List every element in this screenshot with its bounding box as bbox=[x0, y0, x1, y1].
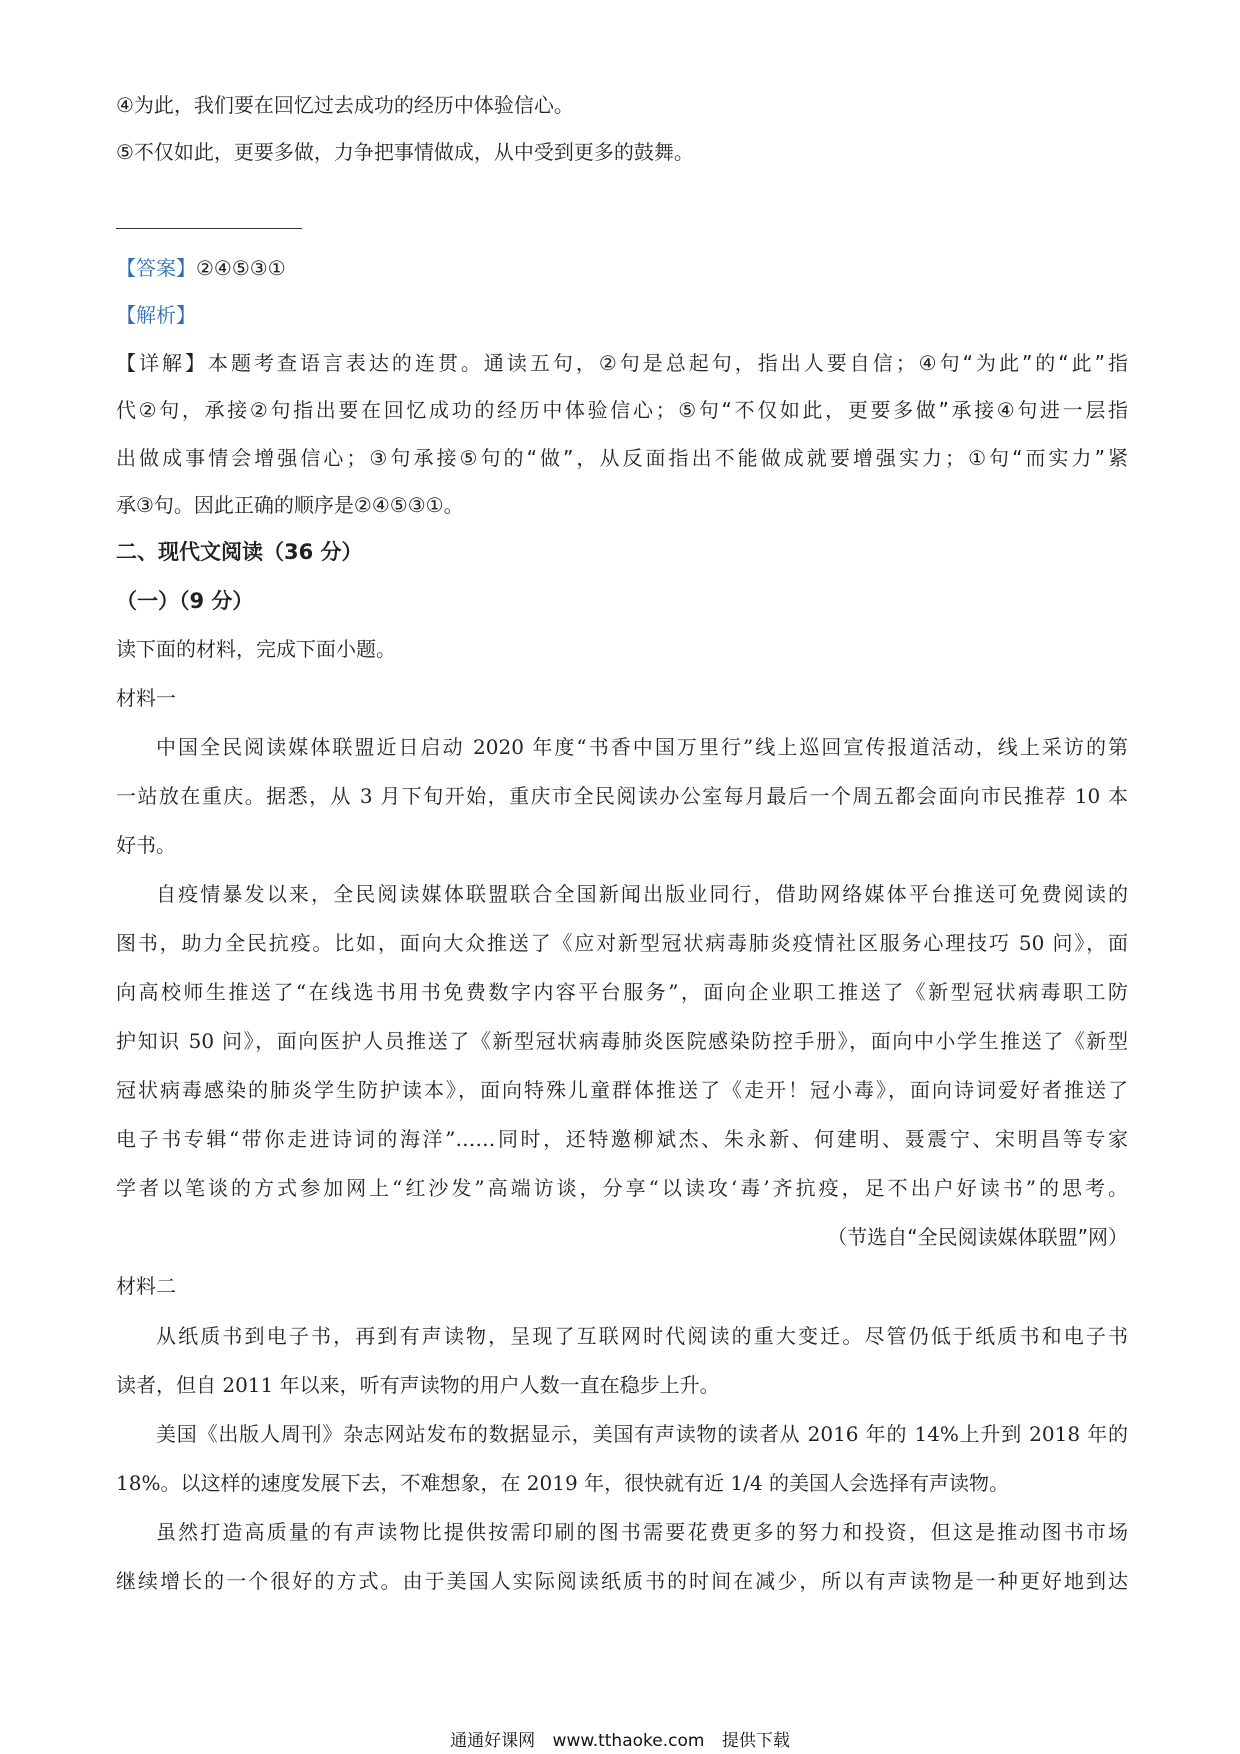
section-title: 二、现代文阅读（36 分） bbox=[116, 540, 363, 564]
detail-line-2: 代②句，承接②句指出要在回忆成功的经历中体验信心；⑤句“不仅如此，更要多做”承接④句进一层指 bbox=[116, 398, 1128, 422]
sentence-4: ④为此，我们要在回忆过去成功的经历中体验信心。 bbox=[116, 93, 574, 117]
sentence-5: ⑤不仅如此，更要多做，力争把事情做成，从中受到更多的鼓舞。 bbox=[116, 140, 694, 164]
m2-p2-line-2: 18%。以这样的速度发展下去，不难想象，在 2019 年，很快就有近 1/4 的美国人会选择有声读物。 bbox=[116, 1471, 1009, 1495]
m1-p2-line-3: 向高校师生推送了“在线选书用书免费数字内容平台服务”，面向企业职工推送了《新型冠状病毒职工防 bbox=[116, 980, 1128, 1004]
footer-site-name: 通通好课网 bbox=[450, 1731, 536, 1751]
footer-url[interactable]: www.tthaoke.com bbox=[552, 1731, 705, 1751]
material-2-label: 材料二 bbox=[116, 1274, 176, 1298]
m2-p2-line-1: 美国《出版人周刊》杂志网站发布的数据显示，美国有声读物的读者从 2016 年的 14%上升到 2018 年的 bbox=[156, 1422, 1128, 1446]
instruction: 读下面的材料，完成下面小题。 bbox=[116, 637, 396, 661]
detail-line-1: 【详解】本题考查语言表达的连贯。通读五句，②句是总起句，指出人要自信；④句“为此”的“此”指 bbox=[116, 351, 1128, 375]
answer-label: 【答案】 bbox=[116, 256, 196, 280]
m2-p1-line-2: 读者，但自 2011 年以来，听有声读物的用户人数一直在稳步上升。 bbox=[116, 1373, 720, 1397]
m1-p2-line-5: 冠状病毒感染的肺炎学生防护读本》，面向特殊儿童群体推送了《走开！冠小毒》，面向诗词爱好者推送了 bbox=[116, 1078, 1128, 1102]
m1-p1-line-1: 中国全民阅读媒体联盟近日启动 2020 年度“书香中国万里行”线上巡回宣传报道活动，线上采访的第 bbox=[156, 735, 1128, 759]
m1-p2-line-4: 护知识 50 问》，面向医护人员推送了《新型冠状病毒肺炎医院感染防控手册》，面向中小学生推送了《新型 bbox=[116, 1029, 1128, 1053]
m1-p1-line-3: 好书。 bbox=[116, 833, 176, 857]
separator-line bbox=[116, 228, 302, 229]
m2-p3-line-2: 继续增长的一个很好的方式。由于美国人实际阅读纸质书的时间在减少，所以有声读物是一种更好地到达 bbox=[116, 1569, 1128, 1593]
analysis-label: 【解析】 bbox=[116, 303, 196, 327]
m2-p1-line-1: 从纸质书到电子书，再到有声读物，呈现了互联网时代阅读的重大变迁。尽管仍低于纸质书和电子书 bbox=[156, 1324, 1128, 1348]
page-footer bbox=[0, 1726, 1240, 1751]
footer-provide: 提供下载 bbox=[721, 1731, 790, 1751]
subsection-title: （一）（9 分） bbox=[116, 589, 254, 613]
m1-p2-line-2: 图书，助力全民抗疫。比如，面向大众推送了《应对新型冠状病毒肺炎疫情社区服务心理技巧 50 问》，面 bbox=[116, 931, 1128, 955]
m1-p1-line-2: 一站放在重庆。据悉，从 3 月下旬开始，重庆市全民阅读办公室每月最后一个周五都会面向市民推荐 10 本 bbox=[116, 784, 1128, 808]
material-1-label: 材料一 bbox=[116, 686, 176, 710]
m1-p2-line-1: 自疫情暴发以来，全民阅读媒体联盟联合全国新闻出版业同行，借助网络媒体平台推送可免费阅读的 bbox=[156, 882, 1128, 906]
detail-line-4: 承③句。因此正确的顺序是②④⑤③①。 bbox=[116, 493, 464, 517]
m1-p2-line-6: 电子书专辑“带你走进诗词的海洋”……同时，还特邀柳斌杰、朱永新、何建明、聂震宁、宋明昌等专家 bbox=[116, 1127, 1128, 1151]
detail-line-3: 出做成事情会增强信心；③句承接⑤句的“做”，从反面指出不能做成就要增强实力；①句“而实力”紧 bbox=[116, 446, 1128, 470]
m2-p3-line-1: 虽然打造高质量的有声读物比提供按需印刷的图书需要花费更多的努力和投资，但这是推动图书市场 bbox=[156, 1520, 1128, 1544]
answer-value: ②④⑤③① bbox=[196, 256, 286, 280]
answer-line bbox=[116, 254, 1128, 282]
m1-p2-line-7: 学者以笔谈的方式参加网上“红沙发”高端访谈，分享“以读攻‘毒’齐抗疫，足不出户好读书”的思考。 bbox=[116, 1176, 1128, 1200]
material-1-source: （节选自“全民阅读媒体联盟”网） bbox=[827, 1225, 1128, 1249]
